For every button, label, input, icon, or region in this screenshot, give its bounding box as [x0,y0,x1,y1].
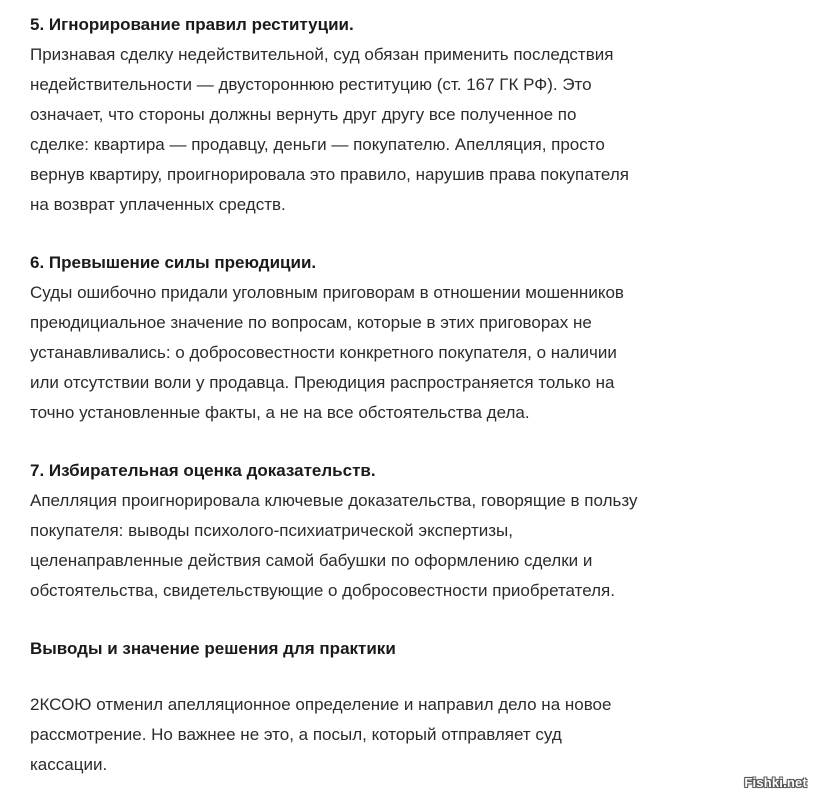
paragraph-line: означает, что стороны должны вернуть друг другу все полученное по [30,105,577,124]
paragraph-line: обстоятельства, свидетельствующие о добросовестности приобретателя. [30,581,615,600]
paragraph-line: Апелляция проигнорировала ключевые доказательства, говорящие в пользу [30,491,638,510]
section-paragraph [30,486,690,606]
spacer [30,428,690,456]
section-prejudice [30,248,690,428]
article-body [30,10,690,780]
section-paragraph [30,278,690,428]
paragraph-line: кассации. [30,755,108,774]
paragraph-line: покупателя: выводы психолого-психиатрической экспертизы, [30,521,513,540]
section-heading: 6. Превышение силы преюдиции. [30,253,317,272]
paragraph-line: точно установленные факты, а не на все обстоятельства дела. [30,403,530,422]
spacer [30,664,690,690]
section-paragraph [30,40,690,220]
spacer [30,220,690,248]
paragraph-line: рассмотрение. Но важнее не это, а посыл, который отправляет суд [30,725,562,744]
section-evidence [30,456,690,606]
paragraph-line: устанавливались: о добросовестности конкретного покупателя, о наличии [30,343,617,362]
section-heading: 7. Избирательная оценка доказательств. [30,461,376,480]
section-restitution [30,10,690,220]
paragraph-line: Признавая сделку недействительной, суд обязан применить последствия [30,45,614,64]
paragraph-line: вернув квартиру, проигнорировала это правило, нарушив права покупателя [30,165,629,184]
conclusion-paragraph [30,690,690,780]
watermark-logo: Fishki.net [744,775,807,790]
paragraph-line: 2КСОЮ отменил апелляционное определение и направил дело на новое [30,695,612,714]
paragraph-line: недействительности — двустороннюю реституцию (ст. 167 ГК РФ). Это [30,75,592,94]
conclusion-heading: Выводы и значение решения для практики [30,639,396,658]
paragraph-line: на возврат уплаченных средств. [30,195,286,214]
section-conclusion [30,634,690,780]
paragraph-line: сделке: квартира — продавцу, деньги — покупателю. Апелляция, просто [30,135,605,154]
paragraph-line: Суды ошибочно придали уголовным приговорам в отношении мошенников [30,283,624,302]
section-heading: 5. Игнорирование правил реституции. [30,15,354,34]
paragraph-line: или отсутствии воли у продавца. Преюдиция распространяется только на [30,373,615,392]
paragraph-line: целенаправленные действия самой бабушки по оформлению сделки и [30,551,593,570]
paragraph-line: преюдициальное значение по вопросам, которые в этих приговорах не [30,313,592,332]
spacer [30,606,690,634]
